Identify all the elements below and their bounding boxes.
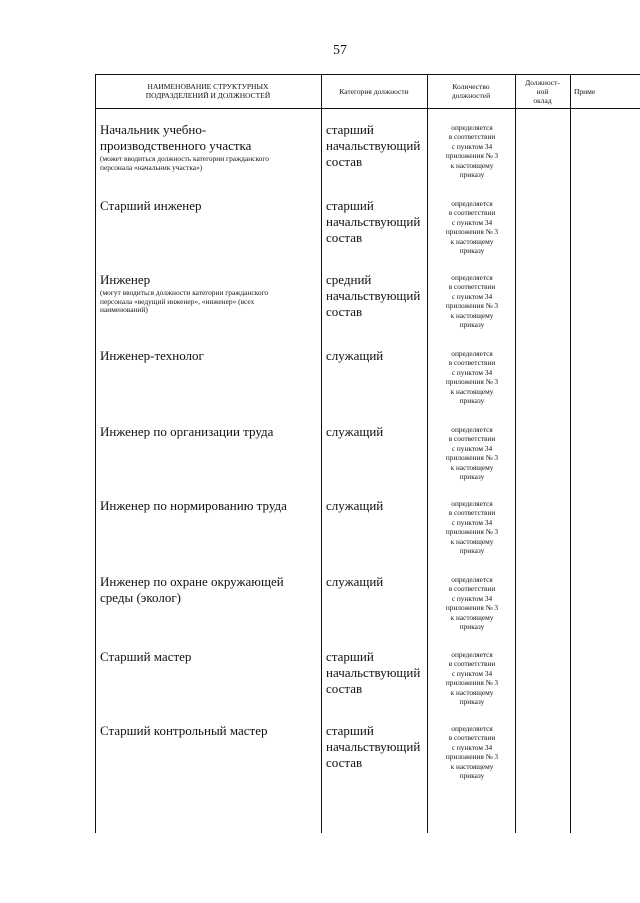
position-quantity: определяется в соответствии с пунктом 34 приложения № 3 к настоящему приказу (445, 724, 499, 781)
position-category: служащий (326, 348, 384, 363)
position-title (100, 122, 318, 172)
position-title-text: Инженер по охране окружающей среды (эколог) (100, 574, 284, 605)
position-category: служащий (326, 424, 384, 439)
position-title-text: Начальник учебно- производственного участка (100, 122, 252, 153)
position-note: (может вводиться должность категории гражданского персонала «начальник участка») (100, 154, 269, 172)
header-note: Приме (574, 86, 596, 96)
position-title-text: Инженер по нормированию труда (100, 498, 287, 513)
position-category: старший начальствующий состав (326, 723, 421, 770)
position-title (100, 424, 318, 440)
position-title-text: Инженер-технолог (100, 348, 204, 363)
position-category: средний начальствующий состав (326, 272, 421, 319)
position-title (100, 272, 318, 315)
position-quantity: определяется в соответствии с пунктом 34 приложения № 3 к настоящему приказу (445, 199, 499, 256)
position-title-text: Инженер (100, 272, 151, 287)
position-quantity: определяется в соответствии с пунктом 34 приложения № 3 к настоящему приказу (445, 650, 499, 707)
position-title-text: Старший мастер (100, 649, 192, 664)
position-category: старший начальствующий состав (326, 649, 421, 696)
position-category: старший начальствующий состав (326, 198, 421, 245)
position-title (100, 198, 318, 214)
column-divider-note (570, 74, 571, 833)
position-note: (могут вводиться должности категории гражданского персонала «ведущий инженер», «инженер» (всех наименований) (100, 288, 269, 315)
position-quantity: определяется в соответствии с пунктом 34 приложения № 3 к настоящему приказу (445, 273, 499, 330)
position-quantity: определяется в соответствии с пунктом 34 приложения № 3 к настоящему приказу (445, 499, 499, 556)
position-category: служащий (326, 498, 384, 513)
header-quantity: Количество должностей (451, 82, 491, 100)
staff-table (95, 74, 640, 833)
header-category: Категория должности (339, 86, 409, 96)
position-title (100, 498, 318, 514)
page-number: 57 (333, 43, 347, 58)
header-position-name: НАИМЕНОВАНИЕ СТРУКТУРНЫХ ПОДРАЗДЕЛЕНИЙ И ДОЛЖНОСТЕЙ (145, 82, 271, 100)
position-quantity: определяется в соответствии с пунктом 34 приложения № 3 к настоящему приказу (445, 123, 499, 180)
position-quantity: определяется в соответствии с пунктом 34 приложения № 3 к настоящему приказу (445, 349, 499, 406)
position-quantity: определяется в соответствии с пунктом 34 приложения № 3 к настоящему приказу (445, 425, 499, 482)
position-category: служащий (326, 574, 384, 589)
position-title-text: Старший контрольный мастер (100, 723, 268, 738)
position-title (100, 723, 318, 739)
header-salary: Должност- ной оклад (525, 77, 560, 105)
position-title-text: Старший инженер (100, 198, 202, 213)
position-title (100, 649, 318, 665)
position-quantity: определяется в соответствии с пунктом 34 приложения № 3 к настоящему приказу (445, 575, 499, 632)
column-divider-category (321, 74, 322, 833)
position-category: старший начальствующий состав (326, 122, 421, 169)
position-title (100, 348, 318, 364)
position-title-text: Инженер по организации труда (100, 424, 274, 439)
header-bottom-border (95, 108, 640, 109)
position-title (100, 574, 318, 606)
column-divider-left (95, 74, 96, 833)
